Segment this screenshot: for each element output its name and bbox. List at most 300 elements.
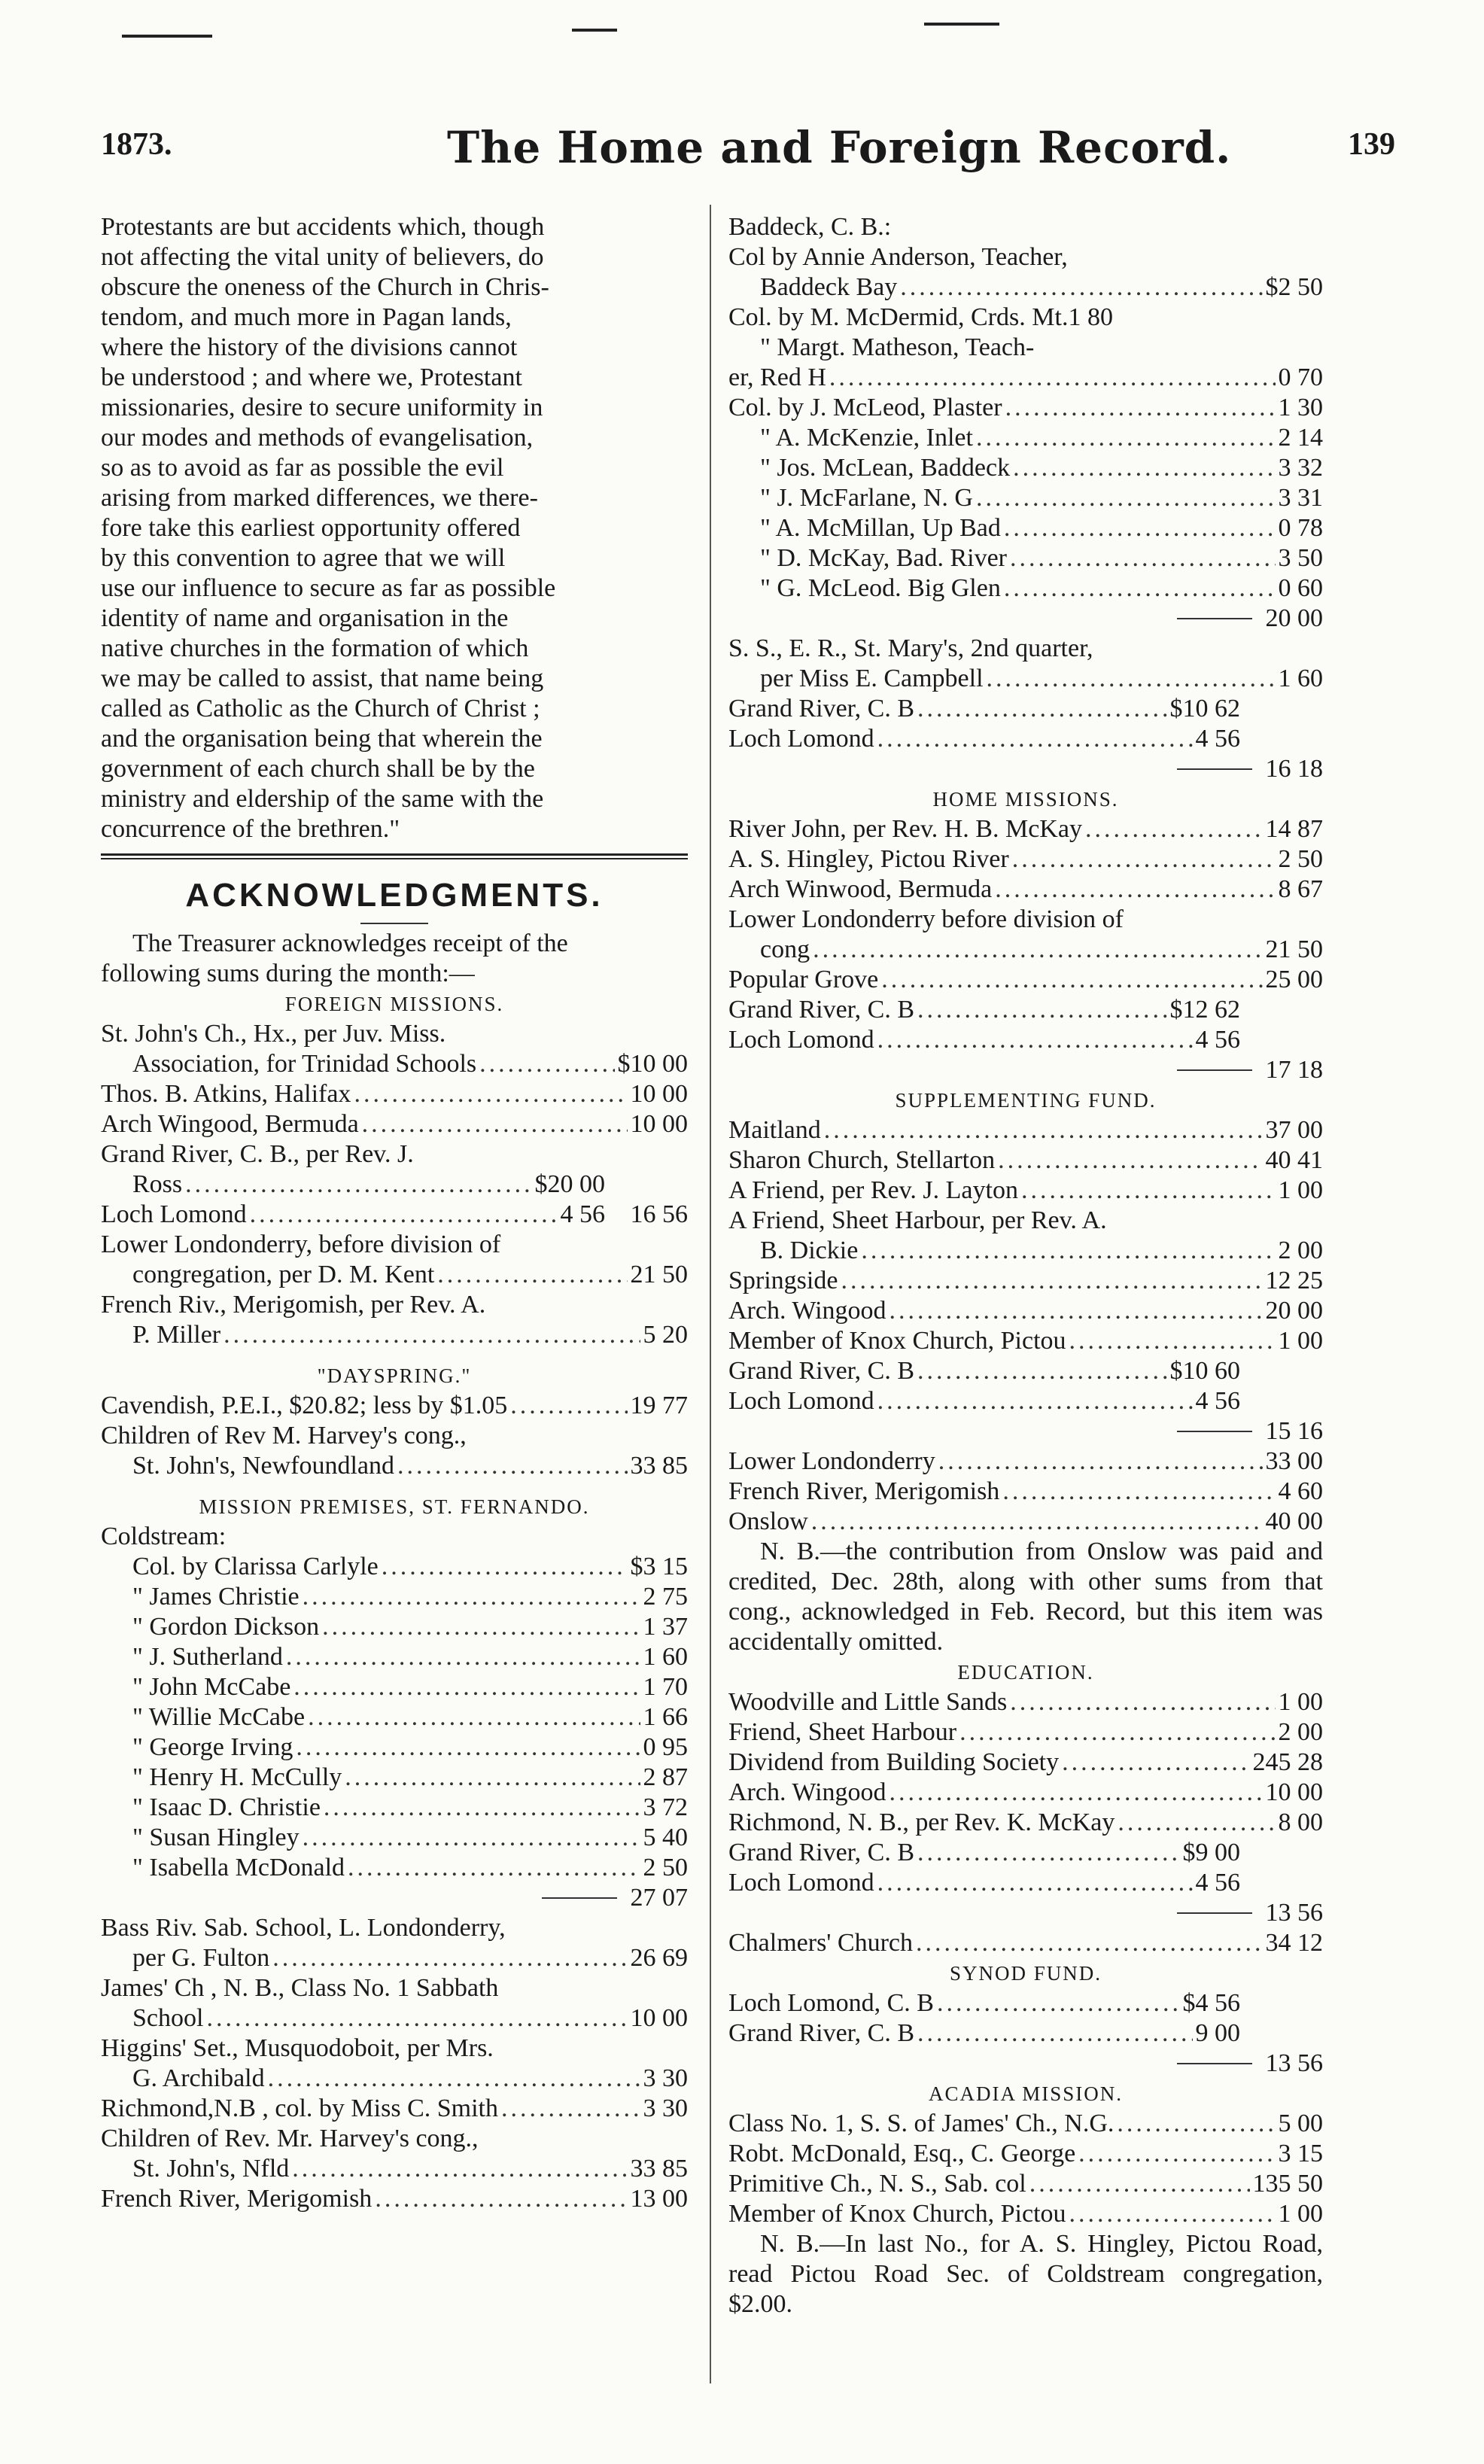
entry-amount: $9 00 [1182,1839,1240,1866]
entry-amount: 19 77 [630,1392,688,1419]
ledger-row [728,1748,1323,1778]
leader-dots [829,363,1276,393]
page-header [101,122,1395,187]
section-total [728,1055,1323,1085]
entry-name: Loch Lomond [728,1026,874,1054]
entry-name: Arch. Wingood [728,1297,886,1325]
ledger-row [101,1451,688,1481]
entry-name: Col by Annie Anderson, Teacher, [728,243,1068,271]
entry-amount: 2 87 [643,1763,688,1791]
leader-dots [889,1778,1263,1808]
entry-amount: 135 50 [1252,2170,1323,2198]
entry-amount: 9 00 [1195,2019,1240,2047]
intro-paragraph [101,212,688,844]
leader-dots [900,272,1262,303]
leader-dots [917,995,1167,1025]
section-heading: ACADIA MISSION. [928,2082,1124,2105]
entry-amount: 5 20 [643,1321,688,1349]
entry-name: Children of Rev. Mr. Harvey's cong., [101,2125,479,2152]
entry-amount: 40 00 [1265,1507,1323,1535]
entry-name: River John, per Rev. H. B. McKay [728,815,1082,843]
entry-amount: 3 30 [643,2094,688,2122]
entry-name: Grand River, C. B [728,996,914,1024]
leader-dots [437,1260,627,1290]
entry-amount: 40 41 [1265,1146,1323,1174]
ledger-row [101,1672,688,1702]
ledger-row [728,2109,1323,2139]
ledger-row [101,1973,688,2003]
entry-name: Children of Rev M. Harvey's cong., [101,1422,467,1450]
entry-name: " Margt. Matheson, Teach- [760,333,1035,361]
entry-amount: 4 56 [560,1200,605,1228]
ledger-row [101,1109,688,1139]
leader-dots [1069,1326,1276,1356]
leader-dots [1117,2109,1275,2139]
ledger-row [728,1928,1323,1958]
leader-dots [841,1266,1262,1296]
ledger-row [728,423,1323,453]
leader-dots [881,965,1262,995]
note-paragraph: N. B.—the contribution from Onslow was paid and credited, Dec. 28th, along with other sums from that cong., acknowledged in Feb. Record, but this item was accidentally omitted. [728,1538,1323,1656]
entry-amount: $4 56 [1182,1989,1240,2017]
entry-name: Loch Lomond [101,1200,247,1228]
entry-name: French River, Merigomish [101,2185,373,2213]
ack-intro-line: The Treasurer acknowledges receipt of the [132,929,568,957]
ledger-row [728,1446,1323,1477]
leader-dots [1005,393,1276,423]
entry-amount: 2 00 [1278,1237,1323,1264]
ledger-row [728,1145,1323,1176]
entry-amount: 33 85 [630,1452,688,1480]
ledger-row [728,1176,1323,1206]
leader-dots [293,1672,640,1702]
ledger-row [101,1913,688,1943]
entry-name: Grand River, C. B [728,695,914,722]
entry-name: Onslow [728,1507,808,1535]
entry-amount: 1 00 [1278,2200,1323,2228]
total-rule [1177,1431,1252,1432]
entry-name: B. Dickie [760,1237,859,1264]
leader-dots [303,1823,640,1853]
leader-dots [501,2094,640,2124]
leader-dots [1085,814,1263,844]
ack-intro-line: following sums during the month:— [101,960,475,987]
ledger-row [728,393,1323,423]
intro-line: identity of name and organisation in the [101,604,509,632]
entry-name: Cavendish, P.E.I., $20.82; less by $1.05 [101,1392,508,1419]
ledger-row [728,1326,1323,1356]
intro-line: government of each church shall be by the [101,755,535,783]
ledger-row [101,1552,688,1582]
ledger-row [101,1139,688,1170]
entry-amount: 2 00 [1278,1718,1323,1746]
entry-name: Grand River, C. B., per Rev. J. [101,1140,414,1168]
ledger-row [728,1838,1323,1868]
entry-amount: 0 95 [643,1733,688,1761]
section-heading: SUPPLEMENTING FUND. [895,1089,1157,1112]
leader-dots [348,1853,640,1883]
ledger-row [728,2169,1323,2199]
intro-line: native churches in the formation of which [101,634,529,662]
ledger-row [101,2124,688,2154]
entry-amount: 10 00 [630,1080,688,1108]
intro-line: we may be called to assist, that name being [101,665,544,692]
leader-dots [1062,1748,1249,1778]
section-total [101,1883,688,1913]
entry-name: P. Miller [132,1321,221,1349]
ledger-row [101,1732,688,1763]
ledger-row [728,272,1323,303]
leader-dots [286,1642,640,1672]
entry-amount: 4 56 [1195,1869,1240,1897]
leader-dots [813,935,1262,965]
entry-amount: 1 66 [643,1703,688,1731]
ledger-row [101,1793,688,1823]
intro-line: be understood ; and where we, Protestant [101,364,522,391]
entry-name: A Friend, Sheet Harbour, per Rev. A. [728,1206,1107,1234]
baddeck-heading: Baddeck, C. B.: [728,213,892,241]
ledger-row [728,905,1323,935]
entry-name: " Gordon Dickson [132,1613,320,1641]
entry-name: S. S., E. R., St. Mary's, 2nd quarter, [728,634,1093,662]
ledger-row [101,1421,688,1451]
entry-amount: $3 15 [630,1553,688,1580]
leader-dots [917,1838,1180,1868]
ledger-row [101,2003,688,2034]
ledger-row [728,1687,1323,1717]
entry-name: " Henry H. McCully [132,1763,342,1791]
entry-name: Grand River, C. B [728,1839,914,1866]
entry-name: per Miss E. Campbell [760,665,984,692]
entry-name: French River, Merigomish [728,1477,1000,1505]
ledger-row [101,1702,688,1732]
intro-line: and the organisation being that wherein the [101,725,543,753]
entry-amount: 33 85 [630,2155,688,2183]
ledger-row [728,1507,1323,1537]
spacer [101,1481,688,1492]
ledger-row [728,543,1323,573]
leader-dots [877,1868,1193,1898]
ledger-row [101,1823,688,1853]
intro-line: ministry and eldership of the same with the [101,785,544,813]
header-year: 1873. [101,127,172,162]
section-heading: FOREIGN MISSIONS. [284,993,504,1015]
entry-amount: 12 25 [1265,1267,1323,1294]
ledger-row [728,333,1323,363]
total-rule [1177,618,1252,619]
leader-dots [877,1386,1193,1416]
total-rule [1177,1069,1252,1071]
ledger-row [101,1582,688,1612]
intro-line: missionaries, desire to secure uniformity in [101,394,543,421]
entry-amount: 3 50 [1278,544,1323,572]
total-amount: 13 56 [1265,1899,1323,1927]
leader-dots [397,1451,627,1481]
ledger-row [101,1079,688,1109]
ledger-row [101,1853,688,1883]
leader-dots [1004,513,1276,543]
double-rule [101,853,688,859]
entry-name: " A. McKenzie, Inlet [760,424,973,452]
section-heading: EDUCATION. [957,1661,1094,1684]
entry-name: " George Irving [132,1733,293,1761]
ledger-row [101,2154,688,2184]
leader-dots [224,1320,640,1350]
leader-dots [917,1356,1167,1386]
total-rule [542,1897,617,1899]
entry-name: Arch Winwood, Bermuda [728,875,993,903]
leader-dots [296,1732,640,1763]
entry-amount: 4 56 [1195,1026,1240,1054]
intro-line: not affecting the vital unity of believers, do [101,243,544,271]
intro-line: Protestants are but accidents which, though [101,213,545,241]
entry-amount: 1 60 [1278,665,1323,692]
intro-line: obscure the oneness of the Church in Chris- [101,273,549,301]
entry-name: Association, for Trinidad Schools [132,1050,477,1078]
section-total [728,604,1323,634]
leader-dots [268,2064,640,2094]
leader-dots [1002,1477,1275,1507]
ledger-row [101,1200,688,1230]
ledger-row [101,1642,688,1672]
ledger-row [728,1988,1323,2018]
entry-amount: 33 00 [1265,1447,1323,1475]
leader-dots [308,1702,640,1732]
total-rule [1177,1912,1252,1914]
section-total [728,1898,1323,1928]
intro-line: arising from marked differences, we there- [101,484,538,512]
entry-amount: $12 62 [1169,996,1240,1024]
header-title: The Home and Foreign Record. [447,122,1232,173]
entry-name: Grand River, C. B [728,2019,914,2047]
entry-name: Robt. McDonald, Esq., C. George [728,2140,1076,2167]
intro-line: tendom, and much more in Pagan lands, [101,303,512,331]
leader-dots [362,1109,628,1139]
leader-dots [1029,2169,1250,2199]
entry-amount: 0 60 [1278,574,1323,602]
entry-name: Ross [132,1170,183,1198]
entry-amount: $10 60 [1169,1357,1240,1385]
leader-dots [206,2003,627,2034]
entry-amount: 5 00 [1278,2110,1323,2137]
leader-dots [916,1928,1262,1958]
entry-amount: 10 00 [630,1110,688,1138]
entry-amount: 21 50 [1265,935,1323,963]
leader-dots [877,1025,1193,1055]
leader-dots [917,2018,1193,2049]
ledger-row [728,995,1323,1025]
entry-name: Springside [728,1267,838,1294]
entry-name: Bass Riv. Sab. School, L. Londonderry, [101,1914,506,1942]
ledger-row [728,1386,1323,1416]
entry-name: Member of Knox Church, Pictou [728,1327,1066,1355]
entry-amount: 10 00 [630,2004,688,2032]
ledger-row [101,2094,688,2124]
entry-name: " A. McMillan, Up Bad [760,514,1001,542]
ledger-row [728,844,1323,875]
entry-name: Sharon Church, Stellarton [728,1146,996,1174]
entry-amount: 1 70 [643,1673,688,1701]
ledger-row [101,2184,688,2214]
total-amount: 17 18 [1265,1056,1323,1084]
ledger-row [728,1206,1323,1236]
ledger-row [101,1320,688,1350]
entry-name: Chalmers' Church [728,1929,914,1957]
ledger-row [728,935,1323,965]
intro-line: our modes and methods of evangelisation, [101,424,534,452]
entry-name: " Willie McCabe [132,1703,306,1731]
entry-amount: 1 00 [1278,1688,1323,1716]
entry-amount: 2 14 [1278,424,1323,452]
entry-amount: 34 12 [1265,1929,1323,1957]
leader-dots [292,2154,627,2184]
leader-dots [877,724,1193,754]
entry-amount: 0 70 [1278,364,1323,391]
leader-dots [185,1170,531,1200]
ledger-row [101,2034,688,2064]
ledger-row [728,724,1323,754]
ledger-row [728,1296,1323,1326]
total-amount: 27 07 [630,1884,688,1912]
entry-name: Col. by Clarissa Carlyle [132,1553,379,1580]
entry-name: French Riv., Merigomish, per Rev. A. [101,1291,486,1319]
leader-dots [938,1446,1263,1477]
section-total [728,1416,1323,1446]
leader-dots [1010,543,1276,573]
page-number: 139 [1348,127,1395,162]
ledger-row [728,2018,1323,2049]
leader-dots [998,1145,1262,1176]
ledger-row [728,573,1323,604]
leader-dots [345,1763,640,1793]
leader-dots [976,423,1276,453]
ledger-row [101,1612,688,1642]
entry-amount: 4 56 [1195,725,1240,753]
entry-name: St. John's, Nfld [132,2155,290,2183]
entry-name: Grand River, C. B [728,1357,914,1385]
ledger-row [728,1717,1323,1748]
left-column [101,212,688,2214]
entry-name: Col. by J. McLeod, Plaster [728,394,1002,421]
entry-name: Popular Grove [728,966,879,993]
leader-dots [250,1200,558,1230]
entry-name: Dividend from Building Society [728,1748,1060,1776]
entry-amount: 1 00 [1278,1176,1323,1204]
entry-name: congregation, per D. M. Kent [132,1261,435,1288]
entry-name: A Friend, per Rev. J. Layton [728,1176,1018,1204]
ledger-row [728,1477,1323,1507]
entry-name: Arch. Wingood [728,1778,886,1806]
section-total [728,754,1323,784]
ledger-row [728,1778,1323,1808]
section-heading: HOME MISSIONS. [932,788,1119,811]
entry-name: Loch Lomond [728,725,874,753]
entry-amount: $2 50 [1265,273,1323,301]
leader-dots [1010,1687,1275,1717]
note-paragraph: N. B.—In last No., for A. S. Hingley, Pictou Road, read Pictou Road Sec. of Coldstream congregation, $2.00. [728,2230,1323,2318]
entry-amount: 2 50 [1278,845,1323,873]
entry-subtotal: 16 56 [630,1200,688,1228]
entry-amount: 245 28 [1252,1748,1323,1776]
entry-name: Thos. B. Atkins, Halifax [101,1080,351,1108]
entry-amount: 1 30 [1278,394,1323,421]
entry-amount: 4 60 [1278,1477,1323,1505]
ledger-row [728,2139,1323,2169]
ledger-row [728,1025,1323,1055]
subheading: Coldstream: [101,1523,227,1550]
ledger-row [101,1170,688,1200]
intro-line: concurrence of the brethren." [101,815,400,843]
entry-name: Higgins' Set., Musquodoboit, per Mrs. [101,2034,494,2062]
entry-name: Col. by M. McDermid, Crds. Mt. [728,303,1069,331]
entry-amount: 8 67 [1278,875,1323,903]
entry-amount: 2 50 [643,1854,688,1881]
entry-name: Lower Londonderry, before division of [101,1230,501,1258]
entry-name: Arch Wingood, Bermuda [101,1110,359,1138]
entry-name: " Isaac D. Christie [132,1793,321,1821]
leader-dots [322,1612,640,1642]
entry-name: " John McCabe [132,1673,291,1701]
total-amount: 16 18 [1265,755,1323,783]
leader-dots [987,664,1276,694]
leader-dots [303,1582,640,1612]
entry-name: Baddeck Bay [760,273,898,301]
right-column [728,212,1323,2320]
spacer [101,1350,688,1361]
entry-name: " J. Sutherland [132,1643,283,1671]
entry-amount: 37 00 [1265,1116,1323,1144]
entry-name: Loch Lomond [728,1869,874,1897]
ledger-row [101,1943,688,1973]
total-amount: 15 16 [1265,1417,1323,1445]
leader-dots [889,1296,1263,1326]
top-ornament-rule [122,35,212,38]
entry-name: Lower Londonderry before division of [728,905,1124,933]
entry-name: " James Christie [132,1583,300,1611]
ledger-row [728,1356,1323,1386]
entry-name: Loch Lomond [728,1387,874,1415]
entry-name: Woodville and Little Sands [728,1688,1008,1716]
ledger-row [728,2199,1323,2229]
acknowledgments-title: ACKNOWLEDGMENTS. [185,877,604,914]
entry-amount: 5 40 [643,1824,688,1851]
entry-amount: 1 00 [1278,1327,1323,1355]
ledger-row [728,965,1323,995]
leader-dots [1118,1808,1275,1838]
entry-amount: $10 62 [1169,695,1240,722]
leader-dots [1004,573,1276,604]
total-amount: 20 00 [1265,604,1323,632]
entry-name: Friend, Sheet Harbour [728,1718,957,1746]
leader-dots [1069,2199,1276,2229]
entry-amount: 3 30 [643,2064,688,2092]
entry-name: Lower Londonderry [728,1447,935,1475]
ledger-row [728,694,1323,724]
entry-name: G. Archibald [132,2064,265,2092]
column-divider [710,205,711,2383]
leader-dots [861,1236,1275,1266]
leader-dots [959,1717,1275,1748]
ledger-row [101,1230,688,1260]
entry-name: " J. McFarlane, N. G [760,484,973,512]
ledger-row [728,363,1323,393]
ledger-row [101,1049,688,1079]
entry-amount: 1 60 [643,1643,688,1671]
leader-dots [479,1049,614,1079]
leader-dots [1021,1176,1276,1206]
entry-amount: 21 50 [630,1261,688,1288]
entry-amount: 20 00 [1265,1297,1323,1325]
